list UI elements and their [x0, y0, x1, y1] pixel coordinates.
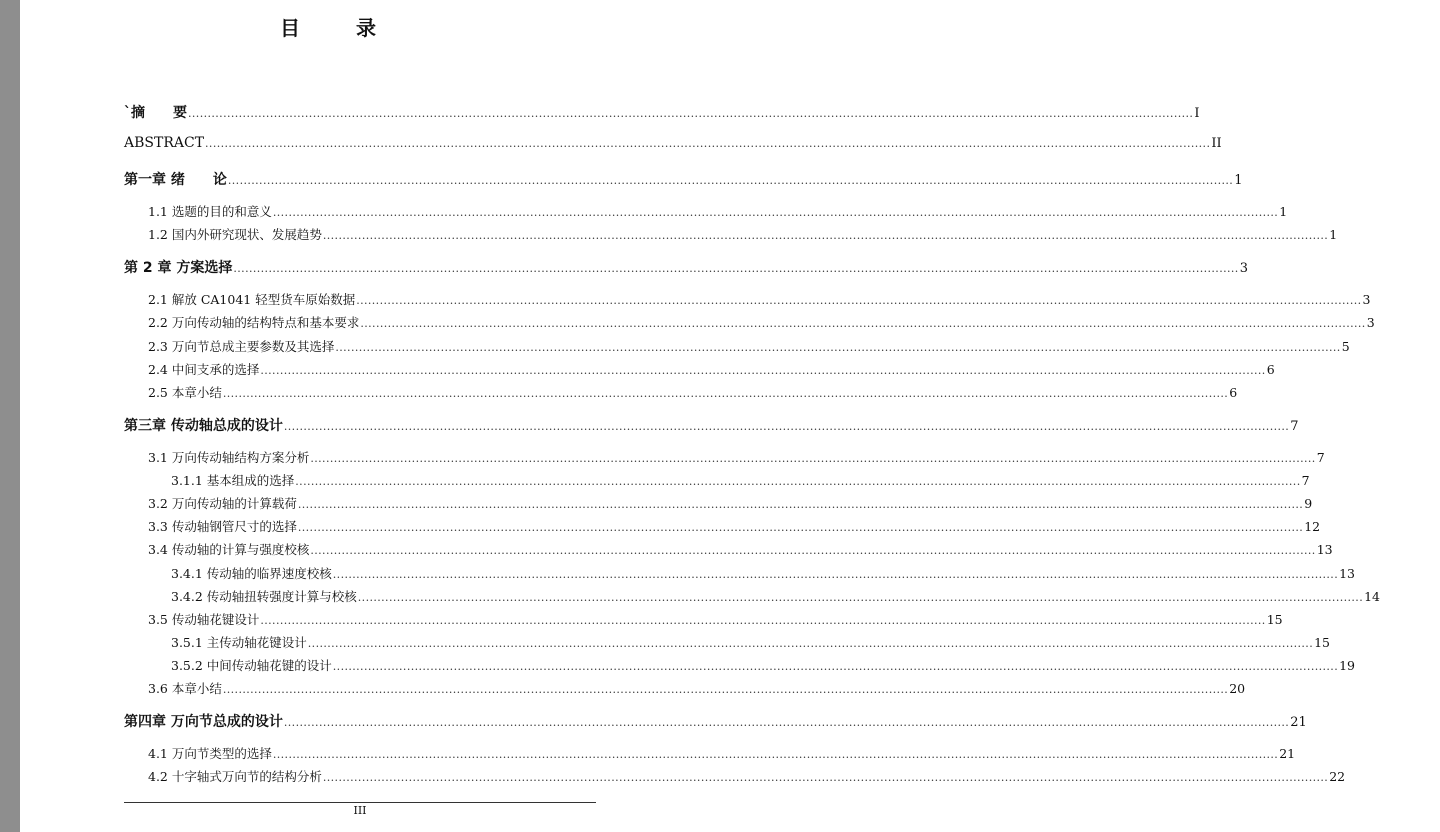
toc-entry-label: 3.1.1 基本组成的选择	[171, 473, 295, 488]
toc-entry-label: 第三章 传动轴总成的设计	[124, 418, 283, 434]
toc-entry-label: 3.5.1 主传动轴花键设计	[171, 635, 307, 650]
toc-entry-label: `摘 要	[124, 105, 187, 121]
toc-leader-dots	[358, 592, 1363, 603]
toc-entry-page: 5	[1341, 339, 1350, 354]
toc-entry-page: 6	[1266, 362, 1275, 377]
toc-entry-3-6[interactable]	[0, 679, 1246, 697]
toc-entry-label: 3.1 万向传动轴结构方案分析	[148, 450, 310, 465]
toc-entry-abstract-cn[interactable]	[0, 102, 1200, 122]
toc-leader-dots	[333, 569, 1338, 580]
toc-entry-page: II	[1211, 136, 1222, 151]
toc-entry-label: 1.1 选题的目的和意义	[148, 204, 272, 219]
toc-leader-dots	[260, 615, 1265, 626]
toc-entry-1-2[interactable]	[0, 225, 1338, 243]
toc-entry-page: 1	[1329, 227, 1338, 242]
toc-entry-page: 3	[1239, 261, 1248, 276]
toc-entry-label: 3.3 传动轴钢管尺寸的选择	[148, 519, 297, 534]
toc-entry-3-4-2[interactable]	[0, 587, 1381, 605]
toc-entry-label: 2.5 本章小结	[148, 385, 222, 400]
toc-leader-dots	[335, 342, 1340, 353]
toc-entry-label: 2.2 万向传动轴的结构特点和基本要求	[148, 315, 360, 330]
toc-entry-abstract-en[interactable]	[0, 135, 1222, 151]
toc-leader-dots	[323, 772, 1328, 783]
toc-entry-page: 14	[1364, 589, 1381, 604]
toc-entry-page: 19	[1339, 658, 1356, 673]
toc-entry-page: 9	[1304, 496, 1313, 511]
toc-leader-dots	[308, 638, 1313, 649]
page-title: 目 录	[280, 16, 394, 40]
toc-entry-label: 2.1 解放 CA1041 轻型货车原始数据	[148, 292, 356, 307]
toc-entry-3-4-1[interactable]	[0, 564, 1356, 582]
toc-entry-page: 21	[1279, 746, 1296, 761]
toc-leader-dots	[356, 295, 1361, 306]
toc-entry-page: 1	[1234, 173, 1243, 188]
toc-entry-3-1-1[interactable]	[0, 471, 1310, 489]
toc-leader-dots	[273, 207, 1278, 218]
toc-leader-dots	[260, 365, 1265, 376]
toc-leader-dots	[295, 476, 1300, 487]
toc-leader-dots	[310, 545, 1315, 556]
toc-entry-3-3[interactable]	[0, 517, 1321, 535]
toc-leader-dots	[298, 522, 1303, 533]
toc-leader-dots	[360, 318, 1365, 329]
toc-entry-4-1[interactable]	[0, 744, 1296, 762]
toc-entry-page: 15	[1314, 635, 1331, 650]
toc-entry-label: ABSTRACT	[124, 135, 205, 151]
toc-entry-label: 3.4.2 传动轴扭转强度计算与校核	[171, 589, 357, 604]
toc-entry-4-2[interactable]	[0, 767, 1346, 785]
toc-leader-dots	[188, 108, 1193, 119]
toc-leader-dots	[284, 421, 1289, 432]
toc-entry-label: 4.2 十字轴式万向节的结构分析	[148, 769, 322, 784]
toc-entry-page: 7	[1290, 419, 1299, 434]
toc-entry-label: 3.5.2 中间传动轴花键的设计	[171, 658, 332, 673]
toc-entry-page: 15	[1266, 612, 1283, 627]
toc-entry-page: 13	[1316, 542, 1333, 557]
toc-entry-label: 3.6 本章小结	[148, 681, 222, 696]
toc-entry-label: 3.4.1 传动轴的临界速度校核	[171, 566, 332, 581]
toc-entry-page: 7	[1301, 473, 1310, 488]
toc-entry-3-1[interactable]	[0, 448, 1325, 466]
toc-leader-dots	[205, 138, 1210, 149]
toc-leader-dots	[284, 717, 1289, 728]
toc-entry-page: 1	[1279, 204, 1288, 219]
toc-leader-dots	[310, 453, 1315, 464]
toc-entry-label: 第四章 万向节总成的设计	[124, 714, 283, 730]
toc-entry-page: 3	[1366, 315, 1375, 330]
toc-entry-chapter-3[interactable]	[0, 415, 1299, 435]
toc-entry-label: 3.4 传动轴的计算与强度校核	[148, 542, 310, 557]
toc-entry-1-1[interactable]	[0, 202, 1288, 220]
toc-entry-page: 3	[1362, 292, 1371, 307]
toc-entry-label: 3.2 万向传动轴的计算载荷	[148, 496, 297, 511]
toc-entry-2-3[interactable]	[0, 337, 1350, 355]
toc-entry-label: 1.2 国内外研究现状、发展趋势	[148, 227, 322, 242]
toc-entry-label: 3.5 传动轴花键设计	[148, 612, 260, 627]
toc-entry-chapter-1[interactable]	[0, 169, 1243, 189]
toc-entry-page: I	[1194, 106, 1200, 121]
toc-entry-3-2[interactable]	[0, 494, 1313, 512]
toc-leader-dots	[233, 263, 1238, 274]
toc-entry-2-1[interactable]	[0, 290, 1371, 308]
footer-divider	[124, 802, 596, 803]
toc-leader-dots	[298, 499, 1303, 510]
toc-leader-dots	[228, 175, 1233, 186]
toc-entry-2-2[interactable]	[0, 313, 1375, 331]
toc-entry-label: 2.4 中间支承的选择	[148, 362, 260, 377]
toc-entry-label: 第 2 章 方案选择	[124, 260, 233, 276]
toc-entry-2-4[interactable]	[0, 360, 1275, 378]
toc-leader-dots	[323, 230, 1328, 241]
toc-entry-page: 6	[1229, 385, 1238, 400]
toc-entry-page: 20	[1229, 681, 1246, 696]
toc-entry-page: 13	[1339, 566, 1356, 581]
toc-entry-page: 7	[1316, 450, 1325, 465]
toc-entry-3-5-2[interactable]	[0, 656, 1356, 674]
toc-entry-page: 22	[1329, 769, 1346, 784]
toc-leader-dots	[333, 661, 1338, 672]
toc-entry-label: 4.1 万向节类型的选择	[148, 746, 272, 761]
toc-leader-dots	[223, 684, 1228, 695]
toc-entry-page: 12	[1304, 519, 1321, 534]
footer-page-number: III	[353, 804, 367, 817]
toc-entry-chapter-2[interactable]	[0, 257, 1248, 277]
toc-leader-dots	[223, 388, 1228, 399]
toc-entry-3-5[interactable]	[0, 610, 1283, 628]
toc-entry-label: 第一章 绪 论	[124, 172, 227, 188]
toc-entry-label: 2.3 万向节总成主要参数及其选择	[148, 339, 335, 354]
toc-entry-3-5-1[interactable]	[0, 633, 1331, 651]
toc-entry-page: 21	[1290, 715, 1307, 730]
toc-entry-2-5[interactable]	[0, 383, 1238, 401]
toc-leader-dots	[273, 749, 1278, 760]
toc-entry-chapter-4[interactable]	[0, 711, 1307, 731]
toc-entry-3-4[interactable]	[0, 540, 1333, 558]
